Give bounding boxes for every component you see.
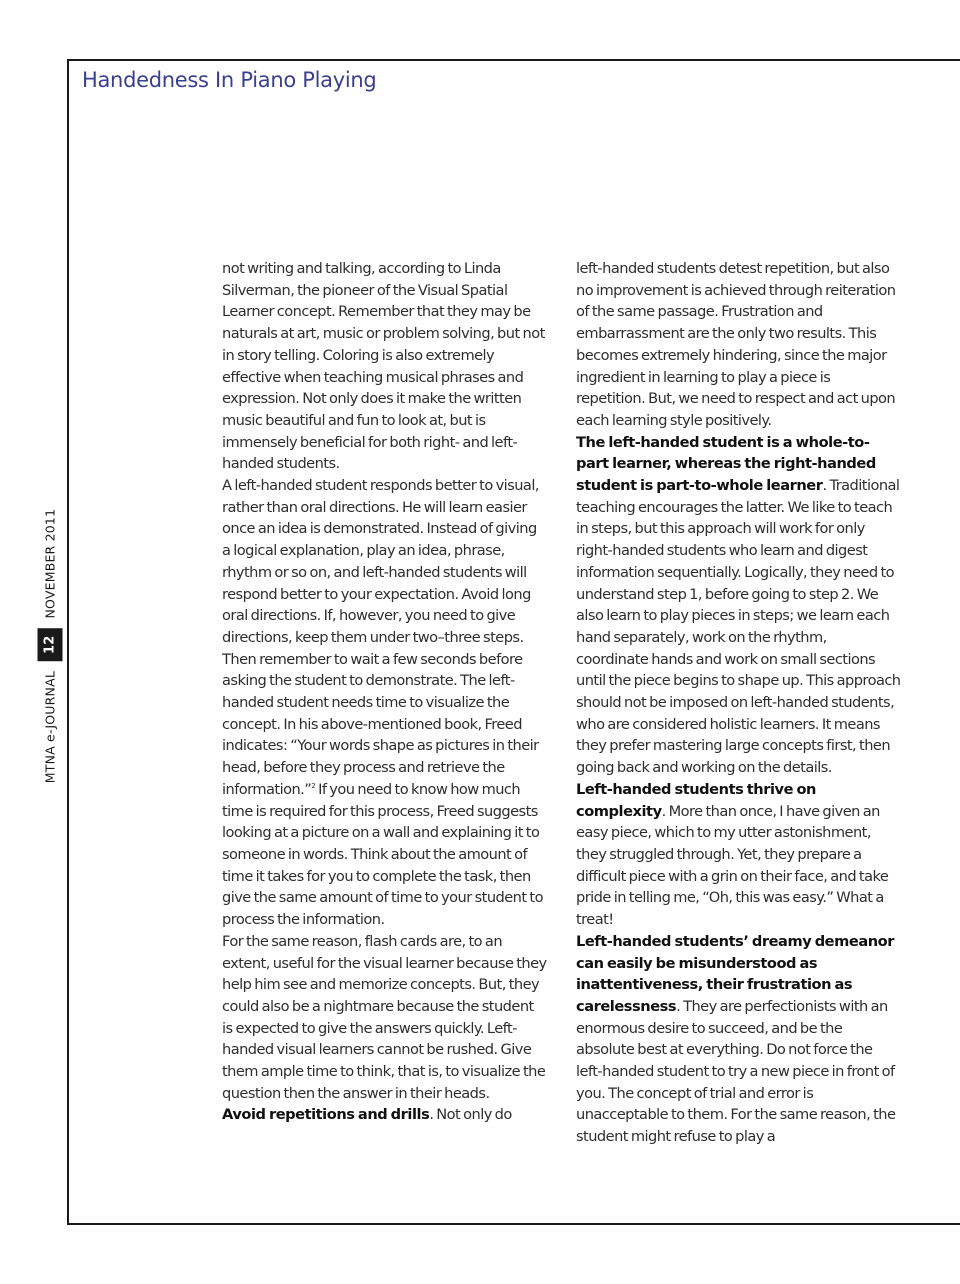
paragraph-text: If you need to know how much time is required for this process, Freed suggests looking at a picture on a wall and explaining it to someone in words. Think about the amount of time it takes for you to complete the task, then give the same amount of time to your student to process the information. [222,780,543,929]
paragraph [576,258,901,432]
text-column-right [576,258,901,1148]
paragraph [222,475,547,931]
footnote-marker: 2 [311,782,316,791]
paragraph-text: A left-handed student responds better to visual, rather than oral directions. He will learn easier once an idea is demonstrated. Instead of giving a logical explanation, play an idea, phrase, rhythm or so on, and left-handed students will respond better to your expectation. Avoid long oral directions. If, however, you need to give directions, keep them under two–three steps. Then remember to wait a few seconds before asking the student to demonstrate. The left-handed student needs time to visualize the concept. In his above-mentioned book, Freed indicates: “Your words shape as pictures in their head, before they process and retrieve the information.” [222,477,539,798]
paragraph-text: . They are perfectionists with an enormous desire to succeed, and be the absolute best at everything. Do not force the left-handed student to try a new piece in front of you. The concept of trial and error is unacceptable to them. For the same reason, the student might refuse to play a [576,997,896,1146]
sidebar-label-inner [38,509,63,783]
paragraph-text: . Not only do [429,1106,512,1124]
page-number-badge: 12 [38,629,63,662]
paragraph-lead-bold: Avoid repetitions and drills [222,1106,430,1124]
paragraph-text: . Traditional teaching encourages the latter. We like to teach in steps, but this approach will work for only right-handed students who learn and digest information sequentially. Logically, they need to understand step 1, before going to step 2. We also learn to play pieces in steps; we learn each hand separately, work on the rhythm, coordinate hands and work on small sections until the piece begins to shape up. This approach should not be imposed on left-handed students, who are considered holistic learners. It means they prefer mastering large concepts first, then going back and working on the details. [576,477,901,777]
paragraph-text: . More than once, I have given an easy piece, which to my utter astonishment, they struggled through. Yet, they prepare a difficult piece with a grin on their face, and take pride in telling me, “Oh, this was easy.” What a treat! [576,802,889,929]
paragraph [576,931,901,1148]
sidebar-label [35,508,65,784]
paragraph [576,432,901,779]
issue-date: NOVEMBER 2011 [42,508,58,619]
paragraph [576,779,901,931]
paragraph-lead-bold: Left-handed students’ dreamy demeanor can easily be misunderstood as inattentiveness, their frustration as carelessness [576,932,895,1015]
paragraph-lead-bold: Left-handed students thrive on complexity [576,780,816,820]
paragraph-text: left-handed students detest repetition, but also no improvement is achieved through reiteration of the same passage. Frustration and embarrassment are the only two results. This becomes extremely hindering, since the major ingredient in learning to play a piece is repetition. But, we need to respect and act upon each learning style positively. [576,260,896,429]
journal-name: MTNA e-JOURNAL [42,671,58,784]
running-header-title: Handedness In Piano Playing [82,68,377,92]
paragraph-text: not writing and talking, according to Linda Silverman, the pioneer of the Visual Spatial Learner concept. Remember that they may be naturals at art, music or problem solving, but not in story telling. Coloring is also extremely effective when teaching musical phrases and expression. Not only does it make the written music beautiful and fun to look at, but is immensely beneficial for both right- and left-handed students. [222,260,545,473]
text-column-left [222,258,547,1126]
paragraph-lead-bold: The left-handed student is a whole-to-part learner, whereas the right-handed student is part-to-whole learner [576,433,876,495]
paragraph [222,1104,547,1126]
paragraph [222,258,547,475]
paragraph-text: For the same reason, flash cards are, to an extent, useful for the visual learner because they help him see and memorize concepts. But, they could also be a nightmare because the student is expected to give the answers quickly. Left-handed visual learners cannot be rushed. Give them ample time to think, that is, to visualize the question then the answer in their heads. [222,932,547,1102]
paragraph [222,931,547,1105]
